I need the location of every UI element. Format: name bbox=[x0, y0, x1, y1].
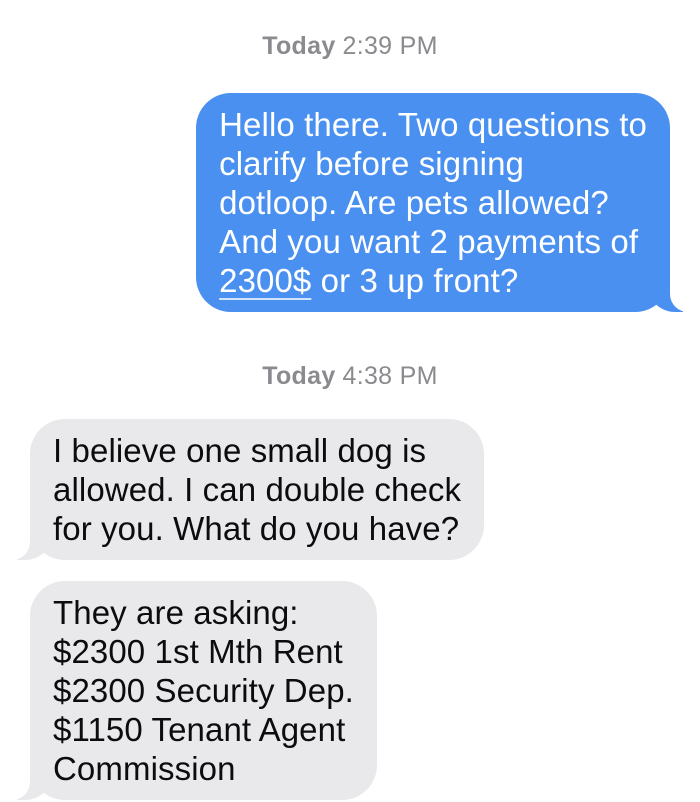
message-line: $2300 Security Dep. bbox=[53, 672, 354, 709]
message-line: for you. What do you have? bbox=[53, 510, 460, 547]
message-bubble-received[interactable] bbox=[30, 419, 484, 560]
message-row-received bbox=[0, 419, 700, 560]
message-line: allowed. I can double check bbox=[53, 471, 462, 508]
timestamp-day: Today bbox=[262, 362, 336, 390]
message-line: $1150 Tenant Agent bbox=[53, 711, 346, 748]
message-line: They are asking: bbox=[53, 594, 299, 631]
timestamp-time: 2:39 PM bbox=[342, 32, 438, 60]
message-line bbox=[219, 261, 647, 300]
message-line: clarify before signing bbox=[219, 145, 524, 182]
message-line: $2300 1st Mth Rent bbox=[53, 633, 343, 670]
message-bubble-received[interactable] bbox=[30, 581, 377, 800]
message-line: dotloop. Are pets allowed? bbox=[219, 184, 609, 221]
message-line-text: or 3 up front? bbox=[311, 262, 519, 299]
message-line: And you want 2 payments of bbox=[219, 223, 639, 260]
message-line: Hello there. Two questions to bbox=[219, 106, 647, 143]
message-line: I believe one small dog is bbox=[53, 432, 427, 469]
timestamp-separator bbox=[0, 361, 700, 391]
amount-data-detector-link[interactable]: 2300$ bbox=[219, 262, 312, 299]
message-row-received bbox=[0, 581, 700, 800]
message-bubble-sent[interactable] bbox=[196, 93, 670, 312]
message-line: Commission bbox=[53, 750, 236, 787]
message-row-sent bbox=[0, 93, 700, 312]
timestamp-separator bbox=[0, 0, 700, 61]
timestamp-day: Today bbox=[262, 32, 336, 60]
timestamp-time: 4:38 PM bbox=[342, 362, 438, 390]
